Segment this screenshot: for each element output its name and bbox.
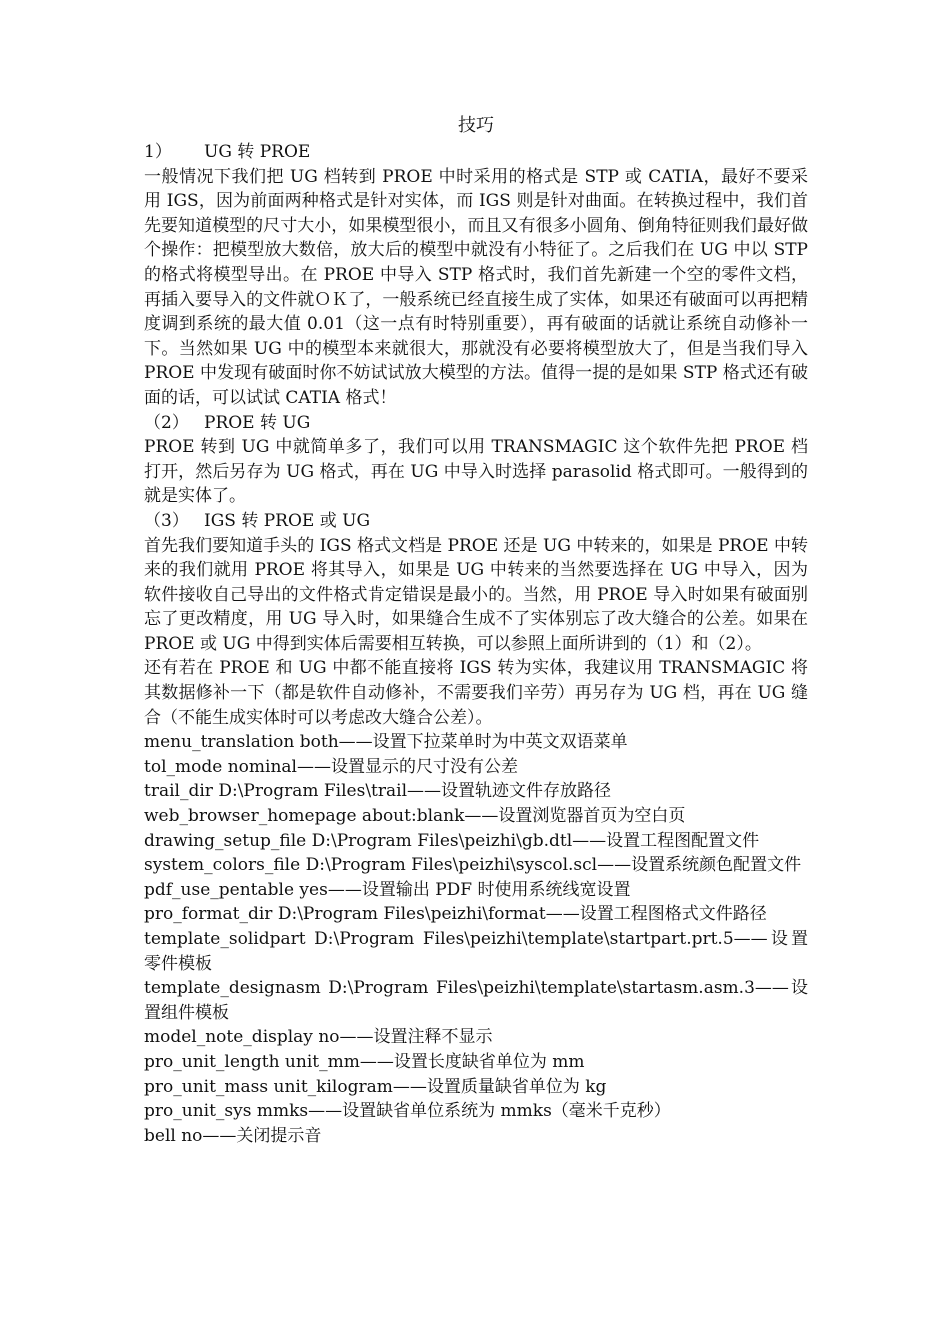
- config-option: menu_translation both——设置下拉菜单时为中英文双语菜单: [144, 732, 628, 753]
- config-option: bell no——关闭提示音: [144, 1125, 322, 1146]
- document-title: 技巧: [458, 115, 494, 136]
- section-heading-3: [144, 509, 808, 534]
- config-option: drawing_setup_file D:\Program Files\peizhi\gb.dtl——设置工程图配置文件: [144, 830, 760, 851]
- config-option: trail_dir D:\Program Files\trail——设置轨迹文件存放路径: [144, 781, 612, 802]
- paragraph: PROE 转到 UG 中就简单多了，我们可以用 TRANSMAGIC 这个软件先把 PROE 档打开，然后另存为 UG 格式，再在 UG 中导入时选择 parasolid 格式即可。一般得到的就是实体了。: [144, 437, 808, 507]
- config-option: pro_unit_sys mmks——设置缺省单位系统为 mmks（毫米千克秒）: [144, 1101, 671, 1122]
- config-option: pro_unit_length unit_mm——设置长度缺省单位为 mm: [144, 1051, 585, 1072]
- section-number: （3）: [144, 510, 189, 531]
- document-body: [144, 112, 808, 1148]
- config-option: pdf_use_pentable yes——设置输出 PDF 时使用系统线宽设置: [144, 879, 631, 900]
- section-heading-2: [144, 411, 808, 436]
- config-option-list: [144, 730, 808, 1148]
- config-option: tol_mode nominal——设置显示的尺寸没有公差: [144, 756, 518, 777]
- config-option: pro_format_dir D:\Program Files\peizhi\format——设置工程图格式文件路径: [144, 904, 767, 925]
- config-option: model_note_display no——设置注释不显示: [144, 1027, 493, 1048]
- section-number: （2）: [144, 412, 189, 433]
- config-option: pro_unit_mass unit_kilogram——设置质量缺省单位为 kg: [144, 1076, 607, 1097]
- config-option: system_colors_file D:\Program Files\peizhi\syscol.scl——设置系统颜色配置文件: [144, 855, 802, 876]
- config-option: template_designasm D:\Program Files\peizhi\template\startasm.asm.3——设置组件模板: [144, 978, 808, 1023]
- config-option: web_browser_homepage about:blank——设置浏览器首页为空白页: [144, 806, 686, 827]
- paragraph: 还有若在 PROE 和 UG 中都不能直接将 IGS 转为实体，我建议用 TRANSMAGIC 将其数据修补一下（都是软件自动修补，不需要我们辛劳）再另存为 UG 档，再在 UG 缝合（不能生成实体时可以考虑改大缝合公差）。: [144, 658, 808, 728]
- section-title: UG 转 PROE: [204, 142, 311, 162]
- section-title: PROE 转 UG: [204, 412, 311, 433]
- config-option: template_solidpart D:\Program Files\peizhi\template\startpart.prt.5——设置零件模板: [144, 929, 808, 974]
- section-title: IGS 转 PROE 或 UG: [204, 510, 371, 531]
- section-number: 1）: [144, 142, 172, 162]
- paragraph: 一般情况下我们把 UG 档转到 PROE 中时采用的格式是 STP 或 CATIA，最好不要采用 IGS，因为前面两种格式是针对实体，而 IGS 则是针对曲面。在转换过程中，我们首先要知道模型的尺寸大小，如果模型很小，而且又有很多小圆角、倒角特征则我们最好做个操作：把模型放大数倍，放大后的模型中就没有小特征了。之后我们在 UG 中以 STP 的格式将模型导出。在 PROE 中导入 STP 格式时，我们首先新建一个空的零件文档，再插入要导入的文件就ＯＫ了，一般系统已经直接生成了实体，如果还有破面可以再把精度调到系统的最大值 0.01（这一点有时特别重要），再有破面的话就让系统自动修补一下。当然如果 UG 中的模型本来就很大，那就没有必要将模型放大了，但是当我们导入 PROE 中发现有破面时你不妨试试放大模型的方法。值得一提的是如果 STP 格式还有破面的话，可以试试 CATIA 格式！: [144, 166, 808, 408]
- section-heading-1: [144, 140, 808, 165]
- paragraph: 首先我们要知道手头的 IGS 格式文档是 PROE 还是 UG 中转来的，如果是 PROE 中转来的我们就用 PROE 将其导入，如果是 UG 中转来的当然要选择在 UG 中导入，因为软件接收自己导出的文件格式肯定错误是最小的。当然，用 PROE 导入时如果有破面别忘了更改精度，用 UG 导入时，如果缝合生成不了实体别忘了改大缝合的公差。如果在 PROE 或 UG 中得到实体后需要相互转换，可以参照上面所讲到的（1）和（2）。: [144, 535, 808, 654]
